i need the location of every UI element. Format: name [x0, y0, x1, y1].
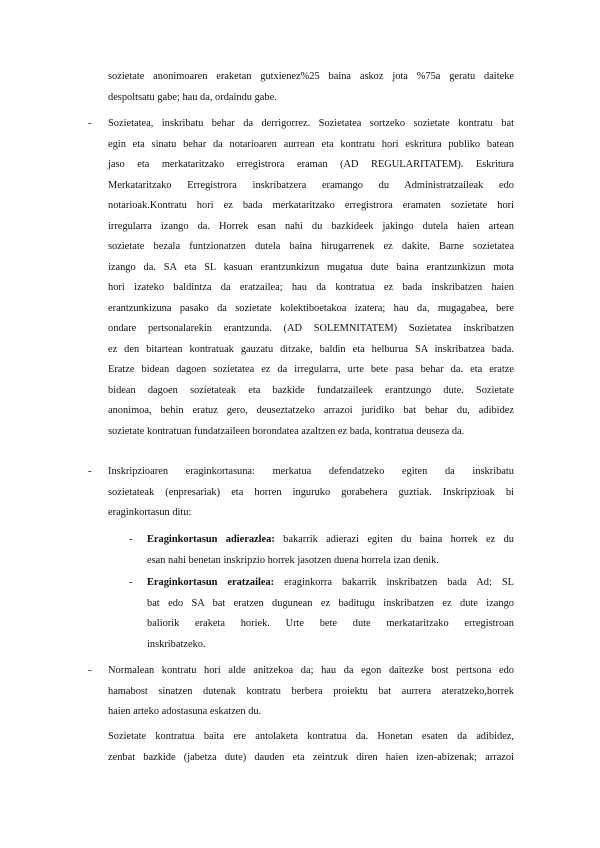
- text-line: izango da. SA eta SL kasuan erantzunkizun mugatua dute baina erantzunkizun mota: [108, 261, 514, 273]
- text-line: hori izateko baldintza da eratzailea; hau da kontratua ez bada inskribatzen haien: [108, 282, 514, 293]
- text-line: sozietate bezala funtzionatzen dutela baina hirugarrenek ez dakite. Barne sozietatea: [108, 241, 514, 252]
- text-line: sozietateak (enpresariak) eta horren inguruko gorabehera guztiak. Inskripzioak bi: [108, 486, 514, 498]
- list-item-multilateral: [108, 661, 514, 723]
- text-line: sozietate anonimoaren eraketan gutxienez%25 baina askoz jota %75a geratu daiteke: [108, 71, 514, 82]
- text-line: Inskripzioaren eraginkortasuna: merkatua defendatzeko egiten da inskribatu: [108, 466, 514, 477]
- term-text: eraginkorra bakarrik inskribatzen bada Ad: SL: [274, 577, 514, 588]
- sub-list-bullet: -: [129, 577, 133, 588]
- sub-item-constitutive: [147, 573, 514, 655]
- text-line: esan nahi benetan inskripzio horrek jasotzen duena horrela izan denik.: [147, 554, 439, 566]
- text-line: ez den bitartean kontratuak gauzatu ditzake, baldin eta helburua SA inskribatzea bada.: [108, 343, 514, 355]
- text-line: anonimoa, behin eratuz gero, deuseztatzeko arrazoi juridiko bat behar du, adibidez: [108, 405, 514, 416]
- text-line: haien arteko adostasuna eskatzen du.: [108, 706, 262, 717]
- text-line: eraginkortasun ditu:: [108, 507, 192, 518]
- text-line: jaso eta merkataritzako erregistrora eraman (AD REGULARITATEM). Eskritura: [108, 159, 514, 170]
- text-line: Merkataritzako Erregistrora inskribatzera eramango du Administratzaileak edo: [108, 179, 514, 191]
- text-line: Sozietate kontratua baita ere antolaketa kontratua da. Honetan esaten da adibidez,: [108, 731, 514, 742]
- list-item-effectiveness: [108, 462, 514, 524]
- text-line: inskribatzeko.: [147, 638, 206, 650]
- text-line: [147, 573, 514, 594]
- text-line: irregularra izango da. Horrek esan nahi du bazkideek jakingo dutela haien artean: [108, 220, 514, 232]
- text-line: bidean dagoen sozietateak eta bazkide fundatzaileek erantzungo dute. Sozietate: [108, 384, 514, 396]
- text-line: sozietate kontratuan fundatzaileen borondatea azaltzen ez bada, kontratua deuseza da.: [108, 425, 465, 437]
- intro-paragraph: [108, 67, 514, 108]
- sub-item-declarative: [147, 530, 514, 571]
- text-line: Normalean kontratu hori alde anitzekoa da; hau da egon daitezke bost pertsona edo: [108, 665, 514, 676]
- closing-paragraph: [108, 727, 514, 768]
- term-label: Eraginkortasun adierazlea:: [147, 534, 275, 545]
- text-line: hamabost sinatzen dutenak kontratu berbera proiektu bat aurrera ateratzeko,horrek: [108, 685, 514, 697]
- text-line: ondare pertsonalarekin erantzunda. (AD SOLEMNITATEM) Sozietatea inskribatzen: [108, 323, 514, 334]
- list-item-inscription: [108, 114, 514, 442]
- text-line: notarioak.Kontratu hori ez bada merkataritzako erregistrora eramaten sozietate hori: [108, 200, 514, 211]
- text-line: egin eta sinatu behar da notarioaren aurrean eta kontratu hori eskritura publiko batean: [108, 138, 514, 150]
- list-bullet: -: [88, 665, 92, 676]
- term-text: bakarrik adierazi egiten du baina horrek ez du: [274, 534, 514, 545]
- sub-list-bullet: -: [129, 534, 133, 545]
- text-line: bat edo SA bat eratzen dugunean ez baditugu inskribatzen ez dute izango: [147, 597, 514, 609]
- list-bullet: -: [88, 118, 92, 129]
- text-line: baliorik eraketa horiek. Urte bete dute merkataritzako erregistroan: [147, 618, 514, 629]
- text-line: erantzunkizuna pasako da sozietate kolektiboetakoa izatera; hau da, mugagabea, bere: [108, 302, 514, 314]
- list-bullet: -: [88, 466, 92, 477]
- term-label: Eraginkortasun eratzailea:: [147, 577, 275, 588]
- text-line: Sozietatea, inskribatu behar da derrigorrez. Sozietatea sortzeko sozietate kontratu bat: [108, 118, 514, 129]
- text-line: despoltsatu gabe; hau da, ordaindu gabe.: [108, 91, 277, 103]
- text-line: Eratze bidean dagoen sozietatea ez da irregularra, urte bete pasa behar da. eta eratze: [108, 364, 514, 375]
- text-line: [147, 530, 514, 551]
- text-line: zenbat bazkide (jabetza dute) dauden eta zeintzuk diren haien izen-abizenak; arrazoi: [108, 751, 514, 763]
